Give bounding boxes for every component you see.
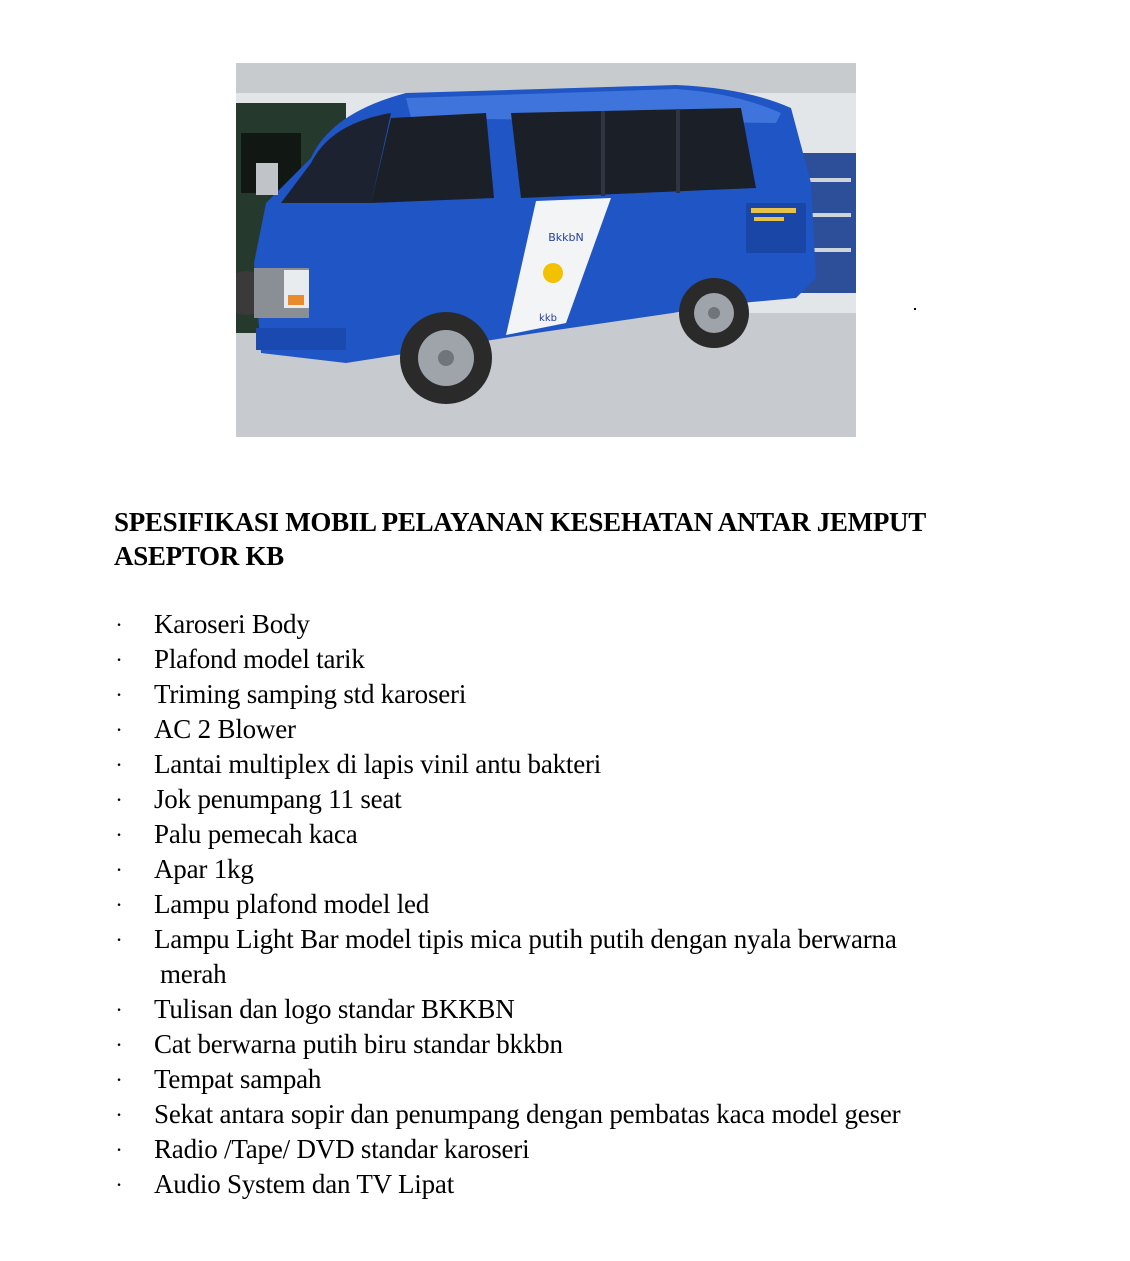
list-item [112, 782, 1012, 817]
decal-line [751, 208, 796, 213]
front-window [371, 113, 494, 203]
bullet-icon: · [115, 1032, 123, 1057]
list-item-text: Plafond model tarik [154, 644, 365, 674]
list-item [112, 1027, 1012, 1062]
window-pillar [601, 111, 605, 196]
bullet-icon: · [115, 927, 123, 952]
front-hub [438, 350, 454, 366]
bullet-icon: · [115, 787, 123, 812]
bullet-icon: · [115, 1102, 123, 1127]
bullet-icon: · [115, 1172, 123, 1197]
list-item-text: Apar 1kg [154, 854, 254, 884]
bullet-icon: · [115, 612, 123, 637]
bullet-icon: · [115, 1137, 123, 1162]
list-item-text: Tempat sampah [154, 1064, 322, 1094]
list-item-text: Cat berwarna putih biru standar bkkbn [154, 1029, 563, 1059]
list-item [112, 887, 1012, 922]
decal-bkkbn: BkkbN [548, 231, 584, 244]
list-item [112, 1097, 1012, 1132]
list-item [112, 852, 1012, 887]
bullet-icon: · [115, 997, 123, 1022]
list-item [112, 607, 1012, 642]
bullet-icon: · [115, 892, 123, 917]
list-item-text: Radio /Tape/ DVD standar karoseri [154, 1134, 530, 1164]
bullet-icon: · [115, 647, 123, 672]
turn-signal [288, 295, 304, 305]
emblem-logo [543, 263, 563, 283]
side-windows [511, 108, 756, 198]
bullet-icon: · [115, 857, 123, 882]
list-item-text: Audio System dan TV Lipat [154, 1169, 454, 1199]
decal-line [754, 217, 784, 221]
page-title: SPESIFIKASI MOBIL PELAYANAN KESEHATAN ANTAR JEMPUT ASEPTOR KB [114, 507, 926, 571]
list-item-text: Lantai multiplex di lapis vinil antu bakteri [154, 749, 602, 779]
bullet-icon: · [115, 1067, 123, 1092]
list-item-text: Sekat antara sopir dan penumpang dengan pembatas kaca model geser [154, 1099, 901, 1129]
ceiling [236, 63, 856, 93]
bullet-icon: · [115, 822, 123, 847]
list-item [112, 642, 1012, 677]
list-item [112, 922, 1012, 992]
list-item [112, 1062, 1012, 1097]
window-pillar [676, 109, 680, 193]
bullet-icon: · [115, 717, 123, 742]
list-item-text: AC 2 Blower [154, 714, 296, 744]
list-item [112, 817, 1012, 852]
list-item [112, 712, 1012, 747]
list-item-continuation: merah [160, 959, 227, 989]
decal-kkb: kkb [539, 313, 557, 324]
list-item-text: Lampu Light Bar model tipis mica putih putih dengan nyala berwarna [154, 924, 897, 954]
list-item-text: Palu pemecah kaca [154, 819, 358, 849]
list-item [112, 1167, 1012, 1202]
bullet-icon: · [115, 752, 123, 777]
list-item [112, 992, 1012, 1027]
bullet-icon: · [115, 682, 123, 707]
front-bumper [256, 328, 346, 350]
van-photo [236, 63, 856, 437]
list-item-text: Karoseri Body [154, 609, 310, 639]
rear-hub [708, 307, 720, 319]
list-item-text: Triming samping std karoseri [154, 679, 467, 709]
side-mirror [256, 163, 278, 195]
list-item [112, 1132, 1012, 1167]
list-item [112, 747, 1012, 782]
list-item-text: Lampu plafond model led [154, 889, 430, 919]
spec-list [112, 607, 1012, 1202]
stray-dot [914, 308, 916, 310]
list-item [112, 677, 1012, 712]
list-item-text: Jok penumpang 11 seat [154, 784, 402, 814]
list-item-text: Tulisan dan logo standar BKKBN [154, 994, 515, 1024]
van-illustration [236, 63, 856, 437]
